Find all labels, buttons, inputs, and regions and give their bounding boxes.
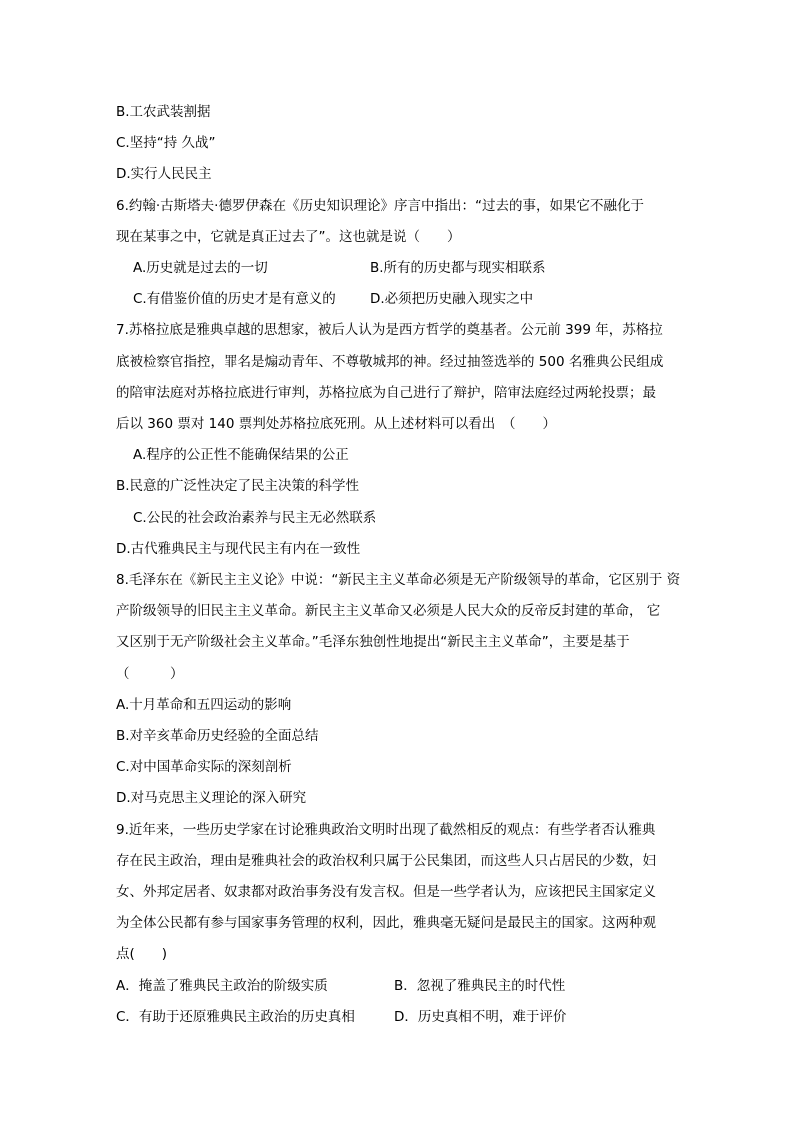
q9-option-d: D．历史真相不明，难于评价 [394, 1009, 567, 1025]
q7-option-a: A.程序的公正性不能确保结果的公正 [133, 447, 349, 463]
q7-option-c: C.公民的社会政治素养与民主无必然联系 [133, 510, 377, 526]
q9-stem-line4: 为全体公民都有参与国家事务管理的权利，因此，雅典毫无疑问是最民主的国家。这两种观 [116, 915, 656, 931]
q7-stem-line2: 底被检察官指控，罪名是煽动青年、不尊敬城邦的神。经过抽签选举的 500 名雅典公民组成 [116, 354, 664, 370]
q7-option-b: B.民意的广泛性决定了民主决策的科学性 [116, 478, 360, 494]
q8-option-a: A.十月革命和五四运动的影响 [116, 697, 292, 713]
q9-option-a: A．掩盖了雅典民主政治的阶级实质 [116, 978, 328, 994]
q7-stem-line4: 后以 360 票对 140 票判处苏格拉底死刑。从上述材料可以看出 （ ） [116, 416, 556, 432]
q8-option-b: B.对辛亥革命历史经验的全面总结 [116, 728, 319, 744]
prev-option-d: D.实行人民民主 [116, 166, 212, 182]
q9-option-c: C．有助于还原雅典民主政治的历史真相 [116, 1009, 355, 1025]
q9-stem-line1: 9.近年来，一些历史学家在讨论雅典政治文明时出现了截然相反的观点：有些学者否认雅典 [116, 822, 656, 838]
q7-stem-line1: 7.苏格拉底是雅典卓越的思想家，被后人认为是西方哲学的奠基者。公元前 399 年，苏格拉 [116, 322, 663, 338]
q8-stem-line4: （ ） [116, 666, 184, 682]
q8-stem-line1: 8.毛泽东在《新民主主义论》中说：“新民主主义革命必须是无产阶级领导的革命，它区别于 资 [116, 572, 681, 588]
q7-stem-line3: 的陪审法庭对苏格拉底进行审判，苏格拉底为自己进行了辩护，陪审法庭经过两轮投票；最 [116, 385, 656, 401]
q6-option-b: B.所有的历史都与现实相联系 [370, 260, 546, 276]
q7-option-d: D.古代雅典民主与现代民主有内在一致性 [116, 541, 361, 557]
prev-option-c: C.坚持“持 久战” [116, 135, 216, 151]
q8-stem-line2: 产阶级领导的旧民主主义革命。新民主主义革命又必须是人民大众的反帝反封建的革命， 它 [116, 603, 661, 619]
q6-stem-line1: 6.约翰·古斯塔夫·德罗伊森在《历史知识理论》序言中指出：“过去的事，如果它不融化于 [116, 198, 644, 214]
prev-option-b: B.工农武装割据 [116, 104, 211, 120]
q6-stem-line2: 现在某事之中，它就是真正过去了”。这也就是说（ ） [116, 229, 461, 245]
q9-stem-line3: 女、外邦定居者、奴隶都对政治事务没有发言权。但是一些学者认为，应该把民主国家定义 [116, 884, 656, 900]
q8-stem-line3: 又区别于无产阶级社会主义革命。”毛泽东独创性地提出“新民主主义革命”，主要是基于 [116, 634, 630, 650]
q8-option-d: D.对马克思主义理论的深入研究 [116, 790, 307, 806]
q9-stem-line5: 点( ) [116, 946, 168, 962]
q6-option-c: C.有借鉴价值的历史才是有意义的 [133, 291, 336, 307]
q6-option-d: D.必须把历史融入现实之中 [370, 291, 534, 307]
q8-option-c: C.对中国革命实际的深刻剖析 [116, 759, 292, 775]
q9-option-b: B．忽视了雅典民主的时代性 [394, 978, 566, 994]
q6-option-a: A.历史就是过去的一切 [133, 260, 268, 276]
q9-stem-line2: 存在民主政治，理由是雅典社会的政治权利只属于公民集团，而这些人只占居民的少数，妇 [116, 853, 656, 869]
